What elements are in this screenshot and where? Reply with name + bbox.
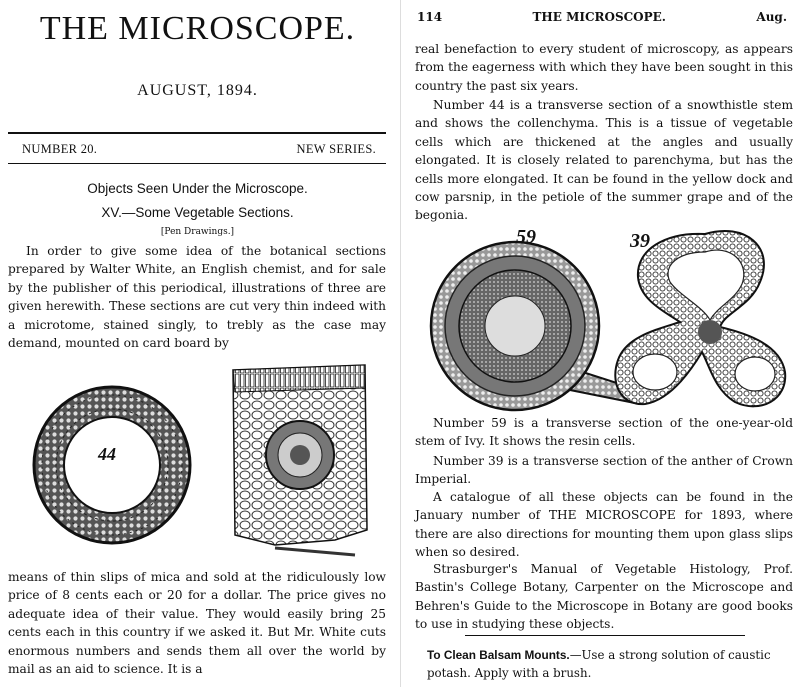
figure-leaf-section [215,360,375,560]
page-gutter [400,0,401,687]
header-rule-bottom [8,163,386,164]
issue-number: NUMBER 20. [22,142,98,156]
figure-59-label: 59 [516,226,536,248]
figure-39-label: 39 [630,230,650,252]
paragraph-text: Number 59 is a transverse section of the one-year-old stem of Ivy. It shows the resin cells. [415,416,793,449]
tip-paragraph [427,646,797,682]
series-label: NEW SERIES. [296,142,376,156]
right-paragraph-6 [415,560,793,634]
running-head [417,10,787,24]
paragraph-text: In order to give some idea of the botanical sections prepared by Walter White, an English chemist, and for sale by the publisher of this periodical, illustrations of three are given herewith. These sections are cut very thin indeed with a microtome, stained singly, to trebly as the case may demand, mounted on card board by [8,244,386,351]
right-paragraph-5 [415,488,793,562]
left-page [0,0,395,687]
paragraph-text: real benefaction to every student of microscopy, as appears from the eagerness with which they have been sought in this country the past six years. [415,42,793,93]
issue-number-line [22,142,376,157]
header-rule-top [8,132,386,134]
right-paragraph-4 [415,452,793,489]
right-page [405,0,800,687]
right-paragraph-3 [415,414,793,451]
paragraph-text: Strasburger's Manual of Vegetable Histology, Prof. Bastin's College Botany, Carpenter on the Microscope and Behren's Guide to the Microscope in Botany are good books to use in studying these objects. [415,562,793,632]
paragraph-text: means of thin slips of mica and sold at the ridiculously low price of 8 cents each or 20 for a dollar. The price gives no adequate idea of their value. They would easily bring 25 cents each in this country if we asked it. But Mr. White cuts enormous numbers and sends them all over the world by mail as an aid to science. It is a [8,570,386,677]
right-paragraph-1 [415,40,793,95]
issue-date: AUGUST, 1894. [137,82,258,99]
left-paragraph-1 [8,242,386,352]
section-rule [465,635,745,636]
tip-body: —Use a strong solution of caustic potash. Apply with a brush. [427,648,771,680]
paragraph-text: A catalogue of all these objects can be found in the January number of THE MICROSCOPE for 1893, where there are also directions for mounting them upon glass slips when so desired. [415,490,793,560]
pen-drawings-note: [Pen Drawings.] [160,227,235,237]
figure-39-anther [610,222,795,417]
article-subtitle: XV.—Some Vegetable Sections. [101,205,294,220]
page-number: 114 [417,10,443,24]
paragraph-text: Number 44 is a transverse section of a snowthistle stem and shows the collenchyma. This is a tissue of vegetable cells which are thickened at the angles and usually elongated. It is closely related to parenchyma, but has the cells more elongated. It can be found in the yellow dock and cow parsnip, in the petiole of the summer grape and of the begonia. [415,98,793,223]
figure-44-label: 44 [98,444,116,464]
article-title: Objects Seen Under the Microscope. [87,181,308,196]
running-title: THE MICROSCOPE. [532,10,666,24]
figure-44-ring-section [30,382,195,547]
tip-heading: To Clean Balsam Mounts. [427,648,570,662]
masthead: THE MICROSCOPE. [39,10,356,47]
right-paragraph-2 [415,96,793,225]
paragraph-text: Number 39 is a transverse section of the anther of Crown Imperial. [415,454,793,487]
left-paragraph-2 [8,568,386,678]
running-month: Aug. [756,10,787,24]
